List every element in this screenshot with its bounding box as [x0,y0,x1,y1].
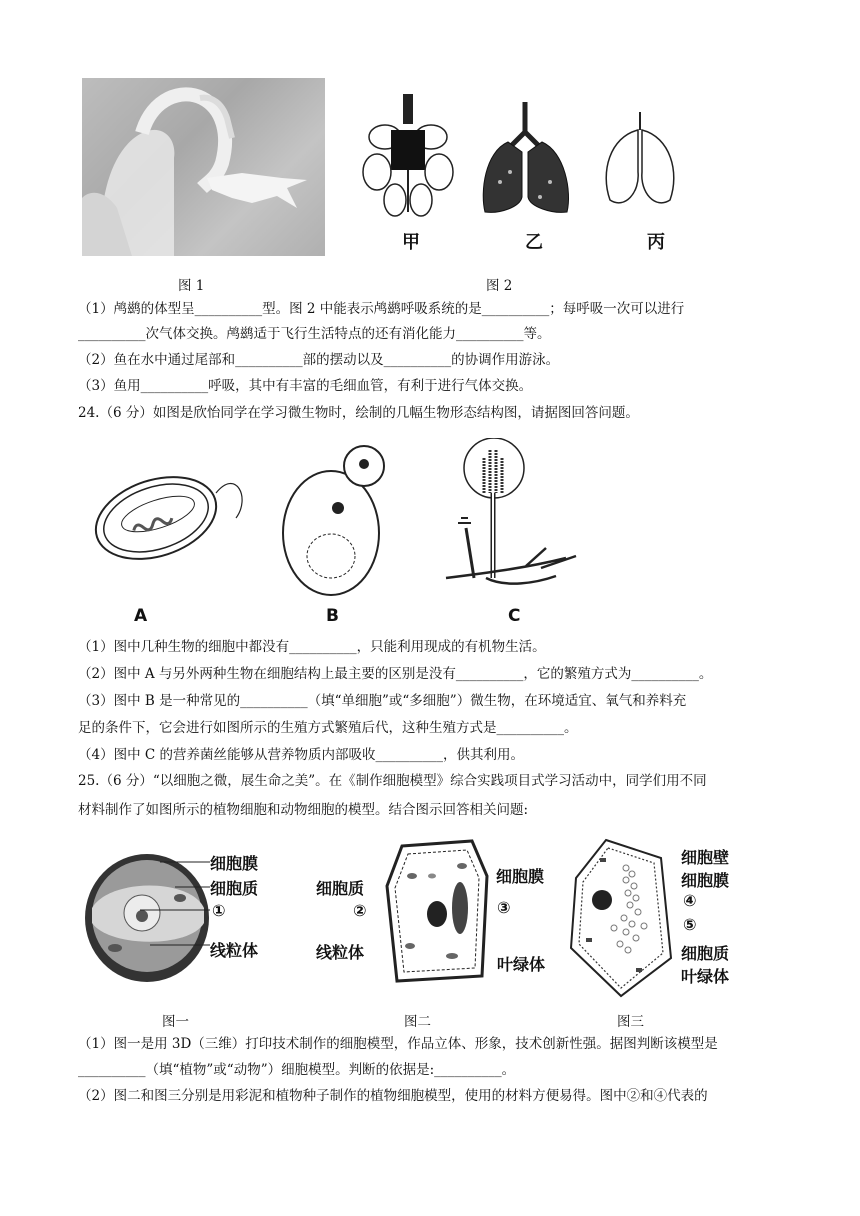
q24-part3-line2: 足的条件下，它会进行如图所示的生殖方式繁殖后代，这种生殖方式是__________。 [78,720,578,736]
fig1-label-mitochondria: 线粒体 [210,941,259,960]
q24-part4: （4）图中 C 的营养菌丝能够从营养物质内部吸收__________，供其利用。 [78,747,525,763]
fig2-label-chloroplast: 叶绿体 [497,955,546,974]
q25-stem-line1: 25.（6 分）“以细胞之微，展生命之美”。在《制作细胞模型》综合实践项目式学习活动中，同学们用不同 [78,773,707,789]
fig2-label-mitochondria: 线粒体 [316,943,365,962]
q24-part3-line1: （3）图中 B 是一种常见的__________（填“单细胞”或“多细胞”）微生物，在环境适宜、氧气和养料充 [78,693,687,709]
fig3-label-membrane: 细胞膜 [681,871,730,890]
q25-part2: （2）图二和图三分别是用彩泥和植物种子制作的植物细胞模型，使用的材料方便易得。图中②和④代表的 [78,1088,708,1104]
microorganism-diagram [86,438,606,603]
fig3-label-4: ④ [683,891,697,910]
figure-1-caption: 图 1 [178,278,205,294]
label-c: C [508,606,521,626]
q23-part1-line2: __________次气体交换。鸬鹚适于飞行生活特点的还有消化能力__________等。 [78,326,551,342]
fig2-label-cytoplasm: 细胞质 [316,879,365,898]
fig1-label-cytoplasm: 细胞质 [210,879,259,898]
fig2-label-membrane: 细胞膜 [496,867,545,886]
fig3-label-wall: 细胞壁 [681,848,730,867]
caption-fig-two: 图二 [404,1014,431,1030]
caption-fig-three: 图三 [617,1014,644,1030]
fig3-label-5: ⑤ [683,915,697,934]
q24-part1: （1）图中几种生物的细胞中都没有__________，只能利用现成的有机物生活。 [78,639,546,655]
fig2-label-bing: 丙 [647,232,665,253]
fig2-label-3: ③ [497,898,511,917]
q25-part1-line2: __________（填“植物”或“动物”）细胞模型。判断的依据是:__________。 [78,1062,516,1078]
fig2-label-jia: 甲 [402,232,420,253]
q24-part2: （2）图中 A 与另外两种生物在细胞结构上最主要的区别是没有__________，它的繁殖方式为__________。 [78,666,713,682]
q23-part3: （3）鱼用__________呼吸，其中有丰富的毛细血管，有利于进行气体交换。 [78,378,533,394]
fig1-label-1: ① [212,901,226,920]
fig1-pointer-lines [120,855,215,955]
q23-part2: （2）鱼在水中通过尾部和__________部的摆动以及__________的协调作用游泳。 [78,352,560,368]
caption-fig-one: 图一 [162,1014,189,1030]
fig3-label-chloroplast: 叶绿体 [681,967,730,986]
q25-stem-line2: 材料制作了如图所示的植物细胞和动物细胞的模型。结合图示回答相关问题: [78,802,529,818]
respiratory-system-diagram [355,92,695,232]
q24-stem: 24.（6 分）如图是欣怡同学在学习微生物时，绘制的几幅生物形态结构图，请据图回答问题。 [78,405,639,421]
label-b: B [326,606,339,626]
label-a: A [134,606,148,626]
fig3-label-cytoplasm: 细胞质 [681,944,730,963]
plant-cell-seed-model [566,838,676,998]
cormorant-photo [82,78,325,256]
fig2-label-2: ② [353,901,367,920]
figure-2-caption: 图 2 [486,278,513,294]
plant-cell-clay-model [382,836,492,986]
fig2-label-yi: 乙 [525,232,543,253]
q23-part1-line1: （1）鸬鹚的体型呈__________型。图 2 中能表示鸬鹚呼吸系统的是__________；每呼吸一次可以进行 [78,301,685,317]
q25-part1-line1: （1）图一是用 3D（三维）打印技术制作的细胞模型，作品立体、形象，技术创新性强。据图判断该模型是 [78,1036,718,1052]
fig1-label-membrane: 细胞膜 [210,854,259,873]
